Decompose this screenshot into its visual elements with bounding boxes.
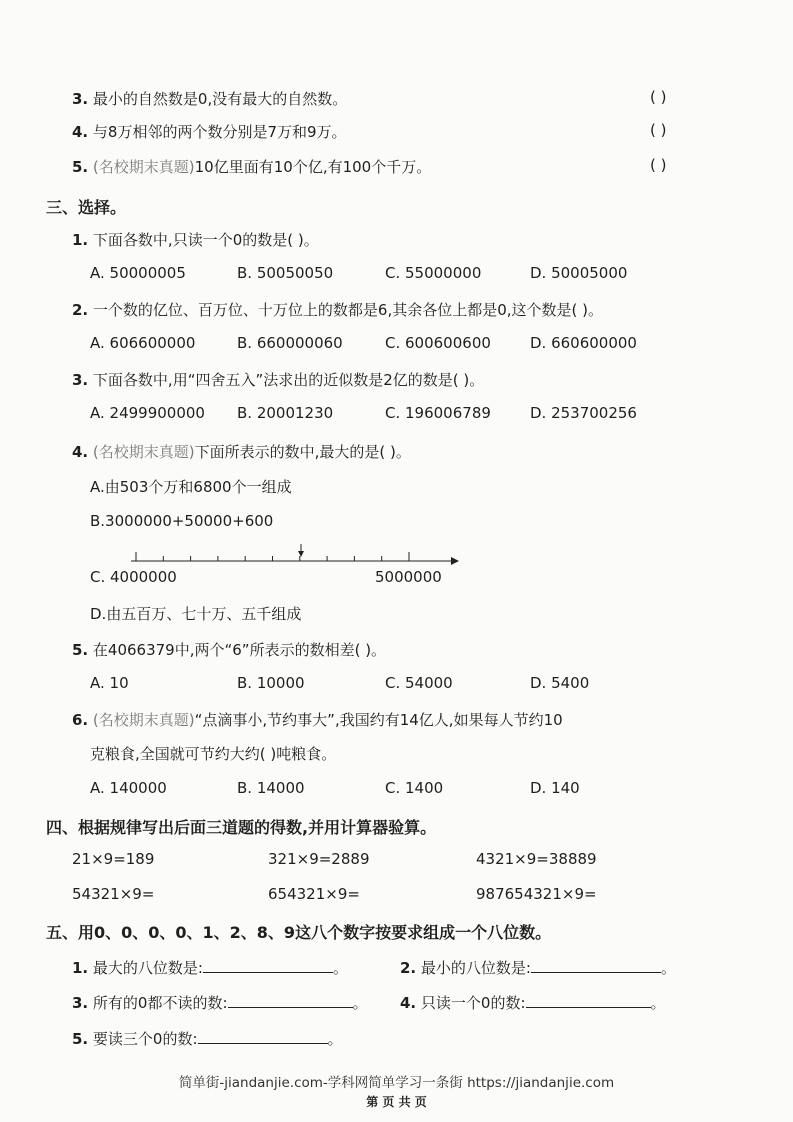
source-tag: (名校期末真题)	[92, 443, 195, 461]
fill-item-1: 1. 最大的八位数是: 。	[72, 959, 348, 977]
answer-blank[interactable]	[203, 958, 333, 973]
number-line-end-label: 5000000	[375, 568, 442, 586]
answer-paren[interactable]: ( )	[650, 121, 667, 139]
option-b[interactable]: B. 14000	[237, 779, 305, 797]
equation: 21×9=189	[72, 850, 155, 868]
question-1: 1. 下面各数中,只读一个0的数是( )。	[72, 231, 319, 249]
option-a[interactable]: A.由503个万和6800个一组成	[90, 478, 292, 496]
question-4: 4. (名校期末真题)下面所表示的数中,最大的是( )。	[72, 443, 411, 461]
section-title-3: 三、选择。	[46, 198, 127, 217]
footer-watermark: 简单街-jiandanjie.com-学科网简单学习一条街 https://jiandanjie.com	[178, 1075, 615, 1091]
question-3: 3. 下面各数中,用“四舍五入”法求出的近似数是2亿的数是( )。	[72, 371, 485, 389]
page-number: 第 页 共 页	[366, 1095, 427, 1109]
option-d[interactable]: D.由五百万、七十万、五千组成	[90, 605, 302, 623]
option-a[interactable]: A. 140000	[90, 779, 167, 797]
question-6: 6. (名校期末真题)“点滴事小,节约事大”,我国约有14亿人,如果每人节约10	[72, 711, 563, 729]
option-b[interactable]: B. 20001230	[237, 404, 334, 422]
option-a[interactable]: A. 2499900000	[90, 404, 205, 422]
section-title-5: 五、用0、0、0、0、1、2、8、9这八个数字按要求组成一个八位数。	[46, 923, 552, 942]
option-a[interactable]: A. 10	[90, 674, 129, 692]
number-line	[125, 544, 465, 570]
option-c[interactable]: C. 54000	[385, 674, 453, 692]
source-tag: (名校期末真题)	[92, 711, 195, 729]
option-c[interactable]: C. 1400	[385, 779, 444, 797]
fill-item-2: 2. 最小的八位数是: 。	[400, 959, 676, 977]
option-d[interactable]: D. 5400	[530, 674, 590, 692]
question-6-cont: 克粮食,全国就可节约大约( )吨粮食。	[90, 745, 337, 763]
question-5: 5. 在4066379中,两个“6”所表示的数相差( )。	[72, 641, 387, 659]
question-2: 2. 一个数的亿位、百万位、十万位上的数都是6,其余各位上都是0,这个数是( )。	[72, 301, 604, 319]
answer-blank[interactable]	[228, 993, 353, 1008]
option-a[interactable]: A. 50000005	[90, 264, 186, 282]
option-b[interactable]: B.3000000+50000+600	[90, 512, 274, 530]
option-c[interactable]: C. 4000000	[90, 568, 177, 586]
fill-item-5: 5. 要读三个0的数: 。	[72, 1030, 343, 1048]
answer-paren[interactable]: ( )	[650, 88, 667, 106]
equation-answer[interactable]: 54321×9=	[72, 885, 155, 903]
equation: 4321×9=38889	[476, 850, 597, 868]
option-b[interactable]: B. 50050050	[237, 264, 334, 282]
answer-blank[interactable]	[198, 1029, 328, 1044]
source-tag: (名校期末真题)	[92, 158, 195, 176]
option-c[interactable]: C. 55000000	[385, 264, 482, 282]
option-d[interactable]: D. 660600000	[530, 334, 637, 352]
fill-item-4: 4. 只读一个0的数: 。	[400, 994, 666, 1012]
option-d[interactable]: D. 50005000	[530, 264, 628, 282]
option-d[interactable]: D. 140	[530, 779, 580, 797]
equation-answer[interactable]: 654321×9=	[268, 885, 360, 903]
fill-item-3: 3. 所有的0都不读的数: 。	[72, 994, 368, 1012]
answer-blank[interactable]	[526, 993, 651, 1008]
option-d[interactable]: D. 253700256	[530, 404, 637, 422]
answer-blank[interactable]	[531, 958, 661, 973]
option-b[interactable]: B. 10000	[237, 674, 305, 692]
option-b[interactable]: B. 660000060	[237, 334, 343, 352]
judge-item-3: 3. 最小的自然数是0,没有最大的自然数。	[72, 90, 348, 108]
option-c[interactable]: C. 600600600	[385, 334, 491, 352]
judge-item-4: 4. 与8万相邻的两个数分别是7万和9万。	[72, 123, 347, 141]
judge-item-5: 5. (名校期末真题)10亿里面有10个亿,有100个千万。	[72, 158, 432, 176]
section-title-4: 四、根据规律写出后面三道题的得数,并用计算器验算。	[46, 818, 437, 837]
equation-answer[interactable]: 987654321×9=	[476, 885, 597, 903]
equation: 321×9=2889	[268, 850, 370, 868]
option-a[interactable]: A. 606600000	[90, 334, 196, 352]
answer-paren[interactable]: ( )	[650, 156, 667, 174]
pointer-arrow-icon	[298, 551, 304, 557]
option-c[interactable]: C. 196006789	[385, 404, 491, 422]
